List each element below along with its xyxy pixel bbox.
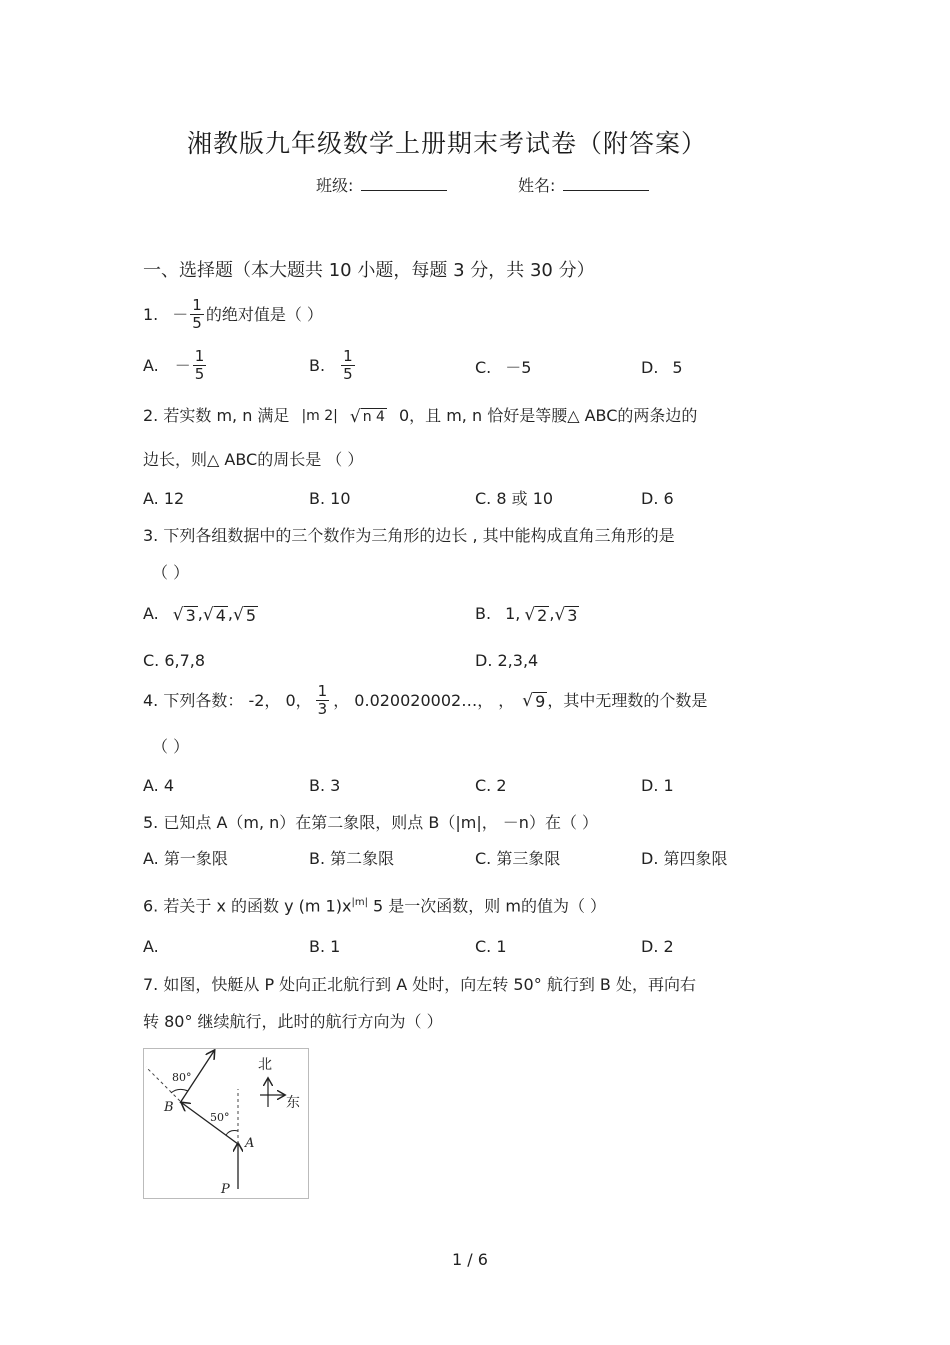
sqrt-3 xyxy=(173,606,198,624)
q2-option-b: B. 10 xyxy=(309,489,351,508)
q6-option-d: D. 2 xyxy=(641,937,674,956)
q2-text-a: 2. 若实数 m, n 满足 xyxy=(143,406,290,425)
sqrt-symbol: √ xyxy=(349,407,361,427)
q6-text-a: 6. 若关于 x 的函数 y (m 1)x xyxy=(143,896,352,916)
q4-option-d: D. 1 xyxy=(641,776,674,795)
q2-text-b: 0，且 m, n 恰好是等腰△ ABC的两条边的 xyxy=(398,406,698,425)
q3-option-b: B. 1, √ 2 , √ 3 xyxy=(475,604,578,625)
q1-a-num: 1 xyxy=(194,347,205,365)
q1-frac-den: 5 xyxy=(192,314,202,332)
q1-b-den: 5 xyxy=(343,365,353,383)
radicand: 3 xyxy=(567,606,578,625)
sqrt-symbol: √ xyxy=(554,605,566,625)
q5-option-b: B. 第二象限 xyxy=(309,849,395,868)
q1-option-b xyxy=(309,348,357,383)
q4-text-a: 4. 下列各数： -2， 0， xyxy=(143,690,312,710)
option-label: A. xyxy=(143,604,159,623)
q6-option-b: B. 1 xyxy=(309,937,341,956)
angle-arc-b xyxy=(171,1089,188,1093)
sqrt-2 xyxy=(524,606,549,624)
question-1 xyxy=(143,297,323,332)
sqrt-symbol: √ xyxy=(172,605,184,625)
figure-svg xyxy=(144,1049,308,1198)
east-label: 东 xyxy=(286,1095,300,1111)
sqrt-symbol: √ xyxy=(233,605,244,625)
q2-option-c: C. 8 或 10 xyxy=(475,489,554,508)
sqrt-5 xyxy=(233,606,258,624)
q1-b-fraction xyxy=(341,348,355,383)
q4-text-c: ，其中无理数的个数是 xyxy=(547,690,708,710)
q2-abs: |m 2| xyxy=(301,408,338,424)
q3-option-c: C. 6,7,8 xyxy=(143,651,206,670)
name-blank xyxy=(563,176,649,191)
q2-option-d: D. 6 xyxy=(641,489,674,508)
option-label: D. xyxy=(641,358,659,377)
q2-option-a: A. 12 xyxy=(143,489,185,508)
option-label: B. xyxy=(475,604,492,623)
q2-line2: 边长，则△ ABC的周长是 （ ） xyxy=(143,450,364,469)
radicand: 4 xyxy=(215,606,226,625)
angle-50-label: 50° xyxy=(210,1111,230,1124)
q3-b-pre: 1, xyxy=(505,604,521,623)
q2-sqrt xyxy=(350,408,387,426)
class-label: 班级: xyxy=(316,176,354,195)
q1-option-d xyxy=(641,358,683,378)
q6-exponent: |m| xyxy=(351,897,368,908)
sqrt-symbol: √ xyxy=(524,605,536,625)
q4-text-b: ， 0.020020002…， ， xyxy=(333,690,515,710)
q1-option-a xyxy=(143,348,208,383)
radicand: 5 xyxy=(245,606,257,625)
q3-option-a: A. √ 3 , √ 4 , √ 5 xyxy=(143,604,257,625)
q1-a-fraction xyxy=(193,348,207,383)
question-3: 3. 下列各组数据中的三个数作为三角形的边长 , 其中能构成直角三角形的是 xyxy=(143,526,675,545)
page-number: 1 / 6 xyxy=(452,1250,488,1269)
q3-line2: （ ） xyxy=(152,563,190,582)
q4-option-b: B. 3 xyxy=(309,776,341,795)
q7-line2: 转 80° 继续航行，此时的航行方向为（ ） xyxy=(143,1012,443,1031)
q6-option-c: C. 1 xyxy=(475,937,507,956)
point-a-label: A xyxy=(245,1136,255,1151)
q1-d-text: 5 xyxy=(672,358,683,377)
q1-option-c xyxy=(475,358,531,378)
q4-fraction xyxy=(316,683,330,718)
q1-b-num: 1 xyxy=(343,347,353,365)
question-7: 7. 如图，快艇从 P 处向正北航行到 A 处时，向左转 50° 航行到 B 处，再向右 xyxy=(143,975,696,994)
q6-option-a: A. xyxy=(143,937,159,956)
option-label: A. xyxy=(143,355,159,375)
page-title: 湘教版九年级数学上册期末考试卷（附答案） xyxy=(187,129,708,158)
q5-option-c: C. 第三象限 xyxy=(475,849,561,868)
name-label: 姓名: xyxy=(518,176,556,195)
q4-option-a: A. 4 xyxy=(143,776,175,795)
point-b-label: B xyxy=(164,1100,174,1115)
question-5: 5. 已知点 A（m, n）在第二象限，则点 B（|m|， －n）在（ ） xyxy=(143,813,599,832)
q4-option-c: C. 2 xyxy=(475,776,507,795)
class-blank xyxy=(361,176,447,191)
q3-option-d: D. 2,3,4 xyxy=(475,651,539,670)
q4-line2: （ ） xyxy=(152,737,190,756)
question-6 xyxy=(143,893,606,916)
question-4 xyxy=(143,683,707,718)
q4-sqrt xyxy=(522,692,547,710)
q1-text: 的绝对值是（ ） xyxy=(205,304,323,324)
sqrt-3b xyxy=(554,606,579,624)
radicand: 3 xyxy=(185,606,196,625)
q2-sqrt-content: n 4 xyxy=(362,409,385,425)
north-label: 北 xyxy=(258,1057,272,1073)
q5-option-d: D. 第四象限 xyxy=(641,849,728,868)
q1-frac-num: 1 xyxy=(192,296,202,314)
sqrt-symbol: √ xyxy=(202,605,214,625)
q1-sign: － xyxy=(172,304,189,324)
section-heading: 一、选择题（本大题共 10 小题，每题 3 分，共 30 分） xyxy=(143,260,595,281)
q1-a-sign: － xyxy=(174,355,191,375)
q1-number: 1. xyxy=(143,304,159,324)
angle-arc-a xyxy=(226,1131,238,1136)
option-label: C. xyxy=(475,358,492,377)
q2-abs-content: m 2 xyxy=(306,408,334,424)
q1-fraction xyxy=(190,297,204,332)
question-2 xyxy=(143,406,697,426)
option-label: B. xyxy=(309,355,326,375)
sqrt-4 xyxy=(203,606,228,624)
name-field xyxy=(518,176,649,196)
sqrt-symbol: √ xyxy=(522,690,534,711)
class-field xyxy=(316,176,447,196)
radicand: 2 xyxy=(537,606,548,625)
q5-option-a: A. 第一象限 xyxy=(143,849,228,868)
q4-frac-num: 1 xyxy=(317,682,328,700)
q1-a-den: 5 xyxy=(194,365,205,383)
q4-frac-den: 3 xyxy=(317,700,328,718)
q6-text-b: 5 是一次函数，则 m的值为（ ） xyxy=(367,896,607,916)
navigation-figure xyxy=(143,1048,309,1199)
angle-80-label: 80° xyxy=(172,1071,192,1084)
q1-c-text: －5 xyxy=(505,358,532,377)
radicand: 9 xyxy=(535,691,546,711)
point-p-label: P xyxy=(221,1182,230,1197)
